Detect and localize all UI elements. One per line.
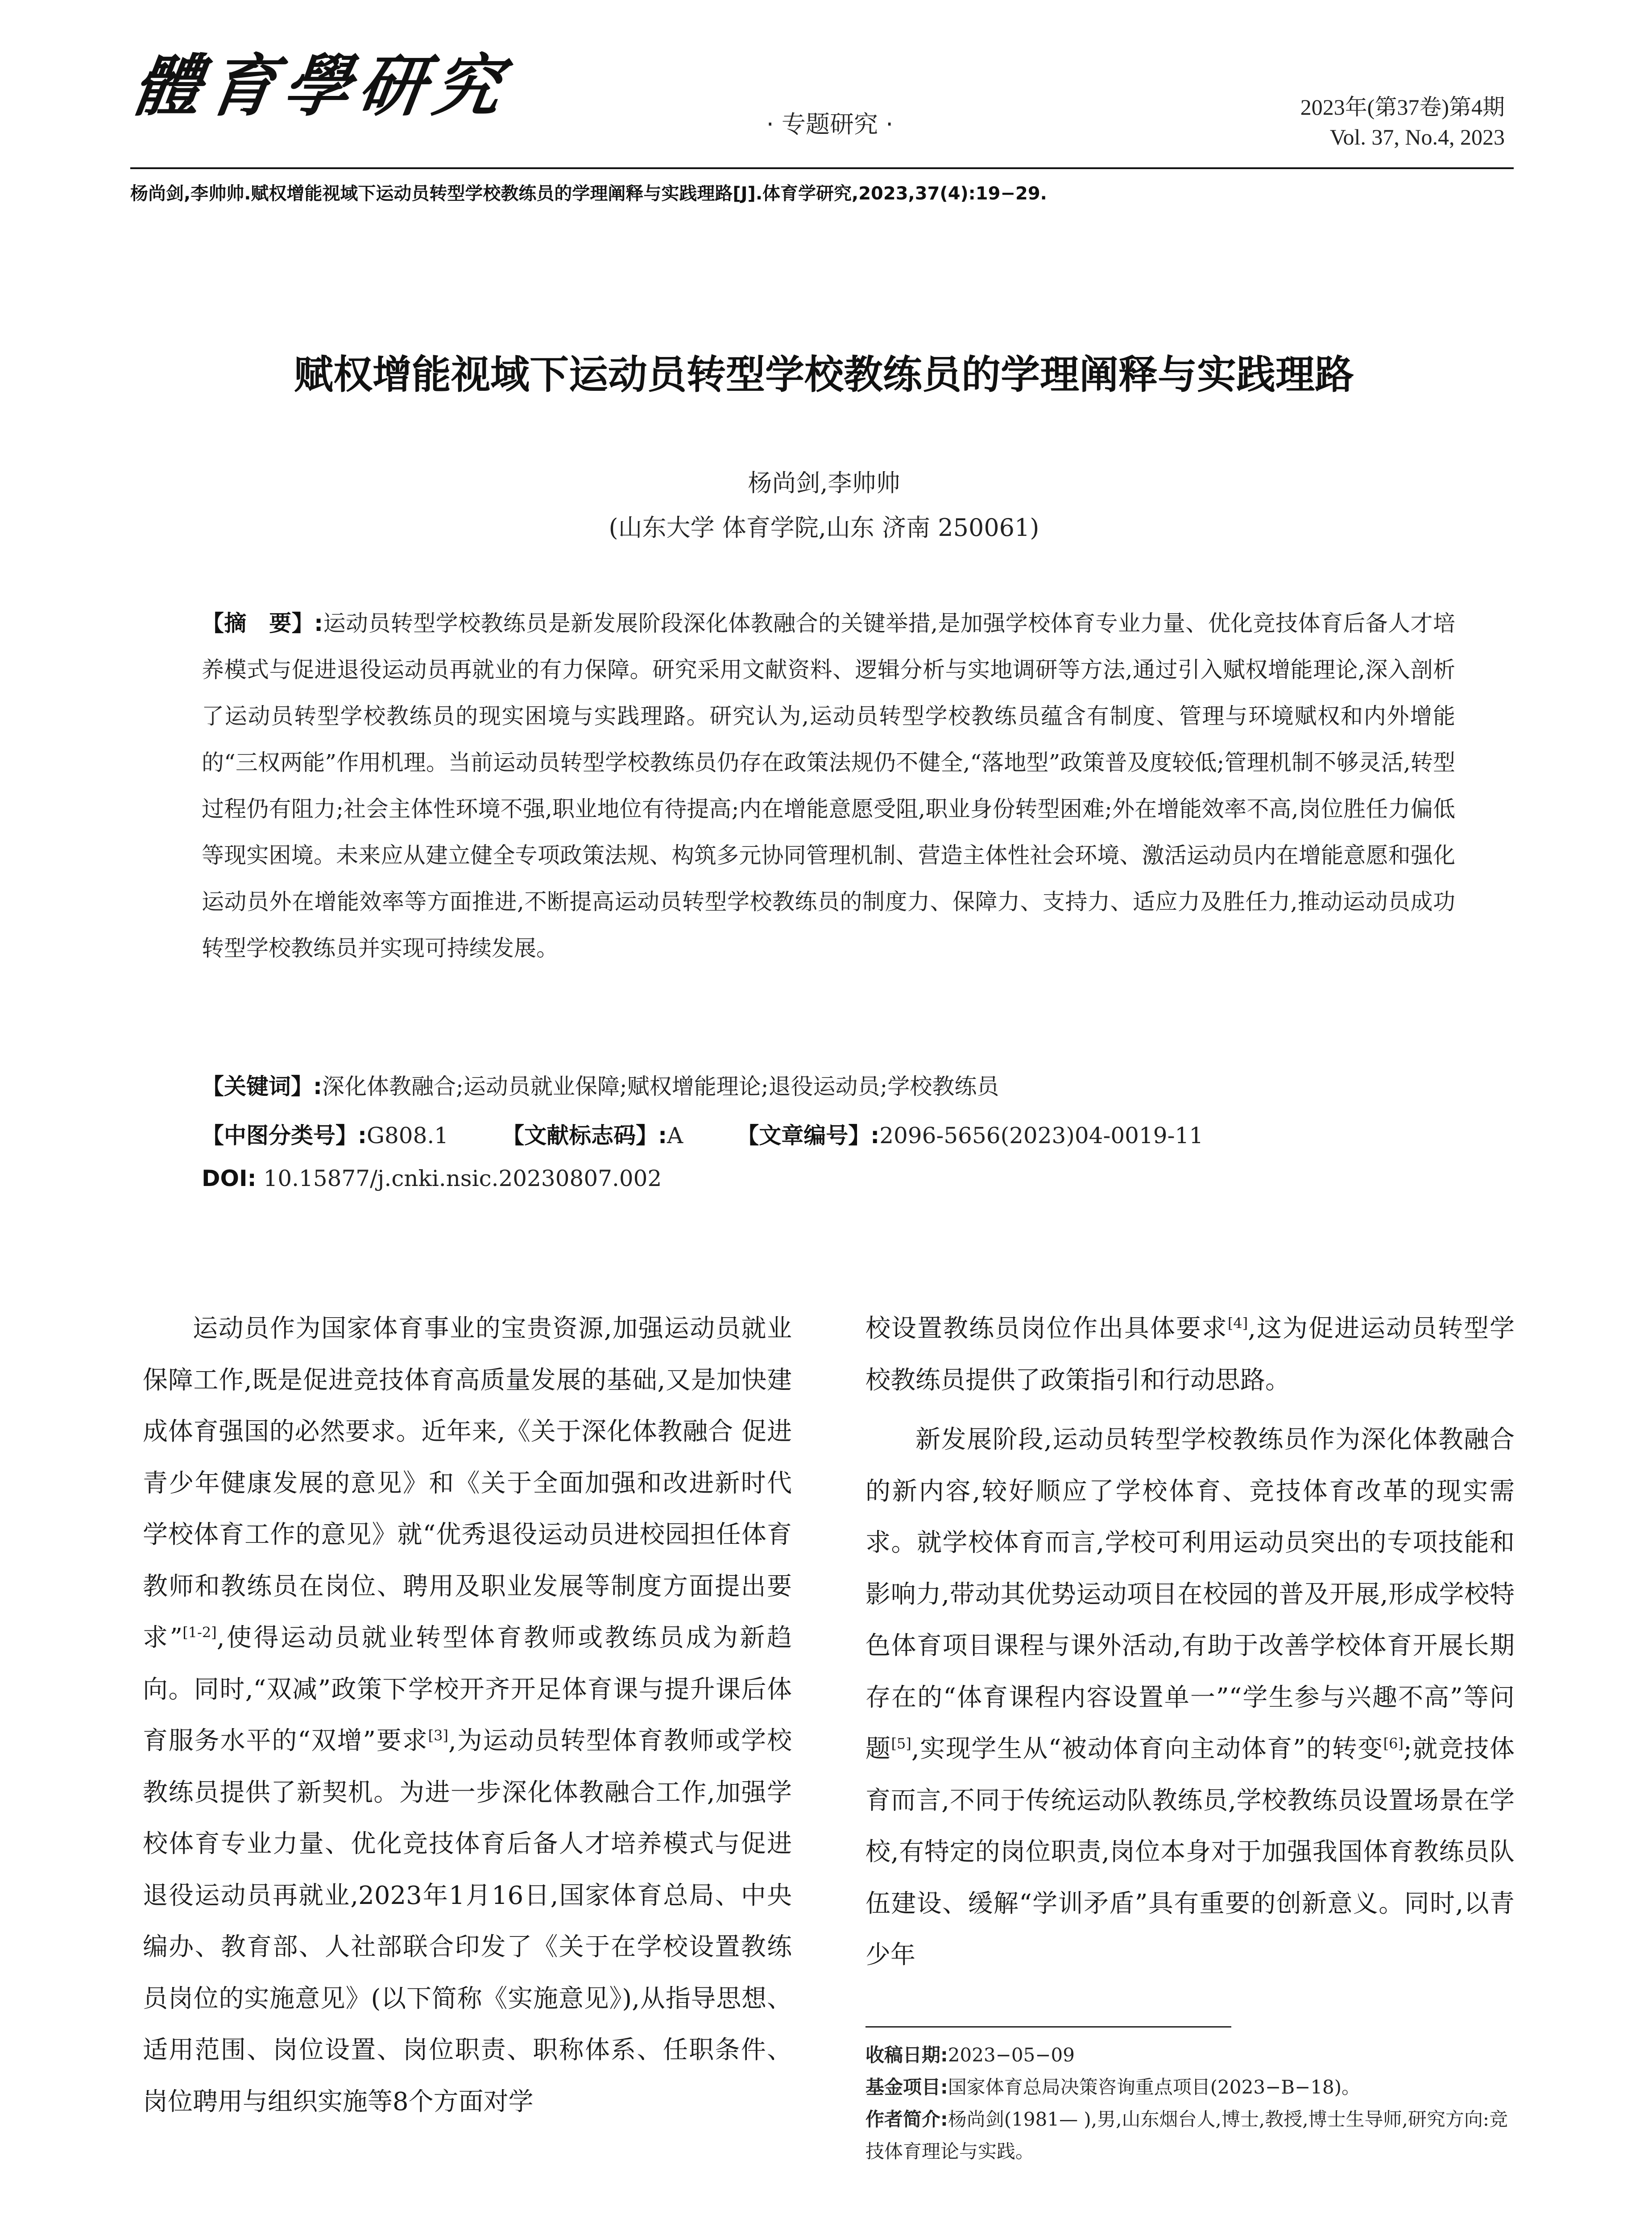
article-number-label: 【文章编号】:	[737, 1123, 880, 1149]
citation-ref: [5]	[891, 1735, 911, 1752]
doi-line	[202, 1165, 662, 1191]
citation-ref: [4]	[1227, 1315, 1248, 1332]
keywords-text: 深化体教融合;运动员就业保障;赋权增能理论;退役运动员;学校教练员	[322, 1074, 999, 1099]
citation-ref: [6]	[1383, 1735, 1404, 1752]
abstract-text: 运动员转型学校教练员是新发展阶段深化体教融合的关键举措,是加强学校体育专业力量、优化竞技体育后备人才培养模式与促进退役运动员再就业的有力保障。研究采用文献资料、逻辑分析与实地调研等方法,通过引入赋权增能理论,深入剖析了运动员转型学校教练员的现实困境与实践理路。研究认为,运动员转型学校教练员蕴含有制度、管理与环境赋权和内外增能的“三权两能”作用机理。当前运动员转型学校教练员仍存在政策法规仍不健全,“落地型”政策普及度较低;管理机制不够灵活,转型过程仍有阻力;社会主体性环境不强,职业地位有待提高;内在增能意愿受阻,职业身份转型困难;外在增能效率不高,岗位胜任力偏低等现实困境。未来应从建立健全专项政策法规、构筑多元协同管理机制、营造主体性社会环境、激活运动员内在增能意愿和强化运动员外在增能效率等方面推进,不断提高运动员转型学校教练员的制度力、保障力、支持力、适应力及胜任力,推动运动员成功转型学校教练员并实现可持续发展。	[202, 610, 1455, 961]
issue-info-cn: 2023年(第37卷)第4期	[1300, 95, 1505, 120]
abstract	[202, 600, 1455, 971]
fund-label: 基金项目:	[865, 2076, 948, 2098]
affiliation: (山东大学 体育学院,山东 济南 250061)	[609, 514, 1039, 542]
fund-info	[865, 2071, 1515, 2103]
body-text: ,实现学生从“被动体育向主动体育”的转变	[911, 1734, 1383, 1763]
body-text: ;就竞技体育而言,不同于传统运动队教练员,学校教练员设置场景在学校,有特定的岗位职责,岗位本身对于加强我国体育教练员队伍建设、缓解“学训矛盾”具有重要的创新意义。同时,以青少年	[865, 1734, 1515, 1970]
author-bio	[865, 2103, 1515, 2168]
body-text: ,为运动员转型体育教师或学校教练员提供了新契机。为进一步深化体教融合工作,加强学校体育专业力量、优化竞技体育后备人才培养模式与促进退役运动员再就业,2023年1月16日,国家体育总局、中央编办、教育部、人社部联合印发了《关于在学校设置教练员岗位的实施意见》(以下简称《实施意见》),从指导思想、适用范围、岗位设置、岗位职责、职称体系、任职条件、岗位聘用与组织实施等8个方面对学	[143, 1726, 792, 2116]
footnotes	[865, 2039, 1515, 2168]
article-title: 赋权增能视域下运动员转型学校教练员的学理阐释与实践理路	[294, 352, 1354, 398]
received-date	[865, 2039, 1515, 2071]
body-paragraph	[865, 1414, 1515, 1981]
doi-value: 10.15877/j.cnki.nsic.20230807.002	[263, 1165, 662, 1191]
body-paragraph	[143, 1303, 792, 2127]
clc-value: G808.1	[367, 1123, 449, 1149]
body-paragraph	[865, 1303, 1515, 1406]
doc-code-label: 【文献标志码】:	[502, 1123, 667, 1149]
citation-ref: [1-2]	[182, 1624, 217, 1641]
author-bio-value: 杨尚剑(1981— ),男,山东烟台人,博士,教授,博士生导师,研究方向:竞技体育理论与实践。	[865, 2108, 1508, 2162]
abstract-label: 【摘 要】:	[202, 610, 323, 636]
doi-label: DOI:	[202, 1165, 257, 1191]
received-label: 收稿日期:	[865, 2044, 948, 2066]
keywords-label: 【关键词】:	[202, 1074, 322, 1099]
article-number-value: 2096-5656(2023)04-0019-11	[879, 1123, 1204, 1149]
citation-ref: [3]	[428, 1727, 448, 1744]
classification-row	[202, 1118, 1203, 1150]
column-tag: · 专题研究 ·	[766, 110, 894, 138]
body-text: 运动员作为国家体育事业的宝贵资源,加强运动员就业保障工作,既是促进竞技体育高质量发展的基础,又是加快建成体育强国的必然要求。近年来,《关于深化体教融合 促进青少年健康发展的意见》和《关于全面加强和改进新时代学校体育工作的意见》就“优秀退役运动员进校园担任体育教师和教练员在岗位、聘用及职业发展等制度方面提出要求”	[143, 1314, 792, 1652]
issue-info-en: Vol. 37, No.4, 2023	[1329, 124, 1505, 149]
fund-value: 国家体育总局决策咨询重点项目(2023−B−18)。	[948, 2076, 1361, 2098]
author-bio-label: 作者简介:	[865, 2108, 948, 2130]
received-value: 2023−05−09	[948, 2044, 1075, 2066]
keywords	[202, 1069, 999, 1101]
journal-logo: 體育學研究	[128, 47, 514, 125]
doc-code-value: A	[667, 1123, 683, 1149]
author-list: 杨尚剑,李帅帅	[748, 469, 900, 497]
body-text: ,这为促进运动员转型学校教练员提供了政策指引和行动思路。	[865, 1314, 1515, 1395]
body-text: 新发展阶段,运动员转型学校教练员作为深化体教融合的新内容,较好顺应了学校体育、竞技体育改革的现实需求。就学校体育而言,学校可利用运动员突出的专项技能和影响力,带动其优势运动项目在校园的普及开展,形成学校特色体育项目课程与课外活动,有助于改善学校体育开展长期存在的“体育课程内容设置单一”“学生参与兴趣不高”等问题	[865, 1425, 1515, 1763]
header-rule	[130, 167, 1514, 169]
body-column-left	[143, 1303, 792, 2127]
clc-label: 【中图分类号】:	[202, 1123, 367, 1149]
citation-line: 杨尚剑,李帅帅.赋权增能视域下运动员转型学校教练员的学理阐释与实践理路[J].体育学研究,2023,37(4):19−29.	[130, 183, 1047, 204]
footnote-rule	[865, 2026, 1231, 2028]
body-text: 校设置教练员岗位作出具体要求	[865, 1314, 1228, 1343]
body-text: ,使得运动员就业转型体育教师或教练员成为新趋向。同时,“双减”政策下学校开齐开足体育课与提升课后体育服务水平的“双增”要求	[143, 1623, 792, 1755]
body-column-right	[865, 1303, 1515, 1981]
